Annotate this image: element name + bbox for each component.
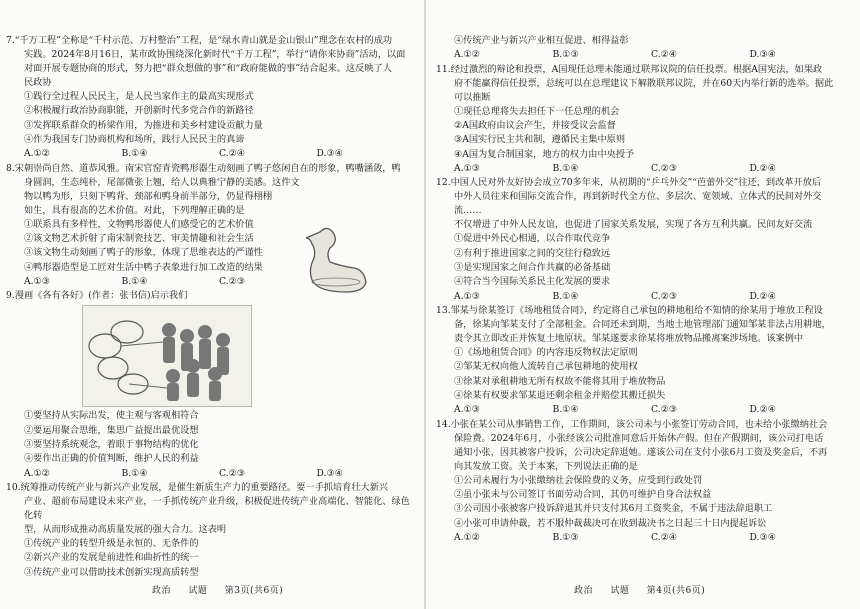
choice-c: C.②④ [651,49,678,61]
option: ③徐某对承租耕地无所有权故不能将其用于堆放物品 [454,375,666,387]
choice-b: B.①④ [552,290,579,302]
question-7-options [6,90,414,147]
choice-a: A.①③ [454,290,481,302]
question-7-choices [6,147,414,162]
option: ②邹某无权向他人流转自己承包耕地的使用权 [454,361,638,373]
choice-c: C.②③ [651,162,678,174]
question-stem-line: 责令其立即改正并恢复土地原状。邹某遂要求徐某将堆放物品搬离案涉场地。该案例中 [454,333,804,345]
choice-a: A.①② [454,532,481,544]
question-stem-line: 7.“千万工程”全称是“千村示范、万村整治”工程，是“绿水青山就是金山银山”理念在农村的成功 [6,35,393,46]
footer-page-number: 第4页(共6页) [646,586,706,596]
choice-b: B.①④ [552,162,579,174]
question-stem-line: 向其发放工资。关于本案，下列说法正确的是 [454,460,638,472]
question-stem-line: 不仅增进了中外人民友谊，也促进了国家关系发展，实现了各方互利共赢。民间友好交流 [454,219,813,231]
question-stem-line: 14.小张在某公司从事销售工作，工作期间，该公司未与小张签订劳动合同，也未给小张缴纳社会 [436,418,828,430]
question-14-options [436,474,848,531]
question-stem-line: 中外人员往来和国际交流合作，再到新时代全方位、多层次、宽领域、立体式的民间对外交流…… [454,191,822,217]
footer-subject: 政治 [574,586,594,596]
cartoon-image [83,306,251,406]
question-stem-line: 保险费。2024年6月，小张经该公司批准同意后开始休产假。但在产假期间，该公司打电话 [454,432,824,444]
option: ③该文物生动刻画了鸭子的形象，体现了思维表达的严谨性 [24,247,263,259]
option: ①现任总理将失去担任下一任总理的机会 [454,105,620,117]
choice-a: A.①③ [454,162,481,174]
option: ②A国政府由议会产生，并接受议会监督 [454,120,616,132]
question-stem-line: 8.宋朝崇尚自然、道恭风雅。南宋官窑青瓷鸭形器生动刻画了鸭子悠闲自在的形象，鸭嘴涵敛，鸭 [6,162,401,174]
question-stem-line: 12.中国人民对外友好协会成立70多年来，从初期的“乒乓外交”“芭蕾外交”往还，到改革开放后 [436,177,822,189]
question-stem: 9.漫画《各有各好》(作者：张书信)启示我们 [6,290,188,302]
option: ④要作出正确的价值判断，维护人民的利益 [24,453,199,465]
choice-a: A.①② [24,148,51,160]
question-stem-line: 备，徐某向邹某支付了全部租金。合同还未到期，当地土地管理部门通知邹某非法占用耕地， [454,319,831,331]
question-stem-line: 产业、超前布局建设未来产业，一手抓传统产业升级，积极促进传统产业高端化、智能化、绿色化转 [24,496,410,522]
option: ③是实现国家之间合作共赢的必备基础 [454,262,611,274]
page-divider [424,0,426,609]
question-11 [436,63,848,105]
option: ②该文物艺术折射了南宋制瓷技艺、审美情趣和社会生活 [24,232,254,244]
choice-a: A.①② [454,49,481,61]
choice-d: D.②④ [749,290,776,302]
page-footer [152,583,297,596]
question-stem-line: 府不能赢得信任投票，总统可以在总理建议下解散联邦议院，并在60天内举行新的选举。据此 [454,77,834,89]
question-10-options [6,537,414,580]
option: ③传统产业可以借助技术创新实现高质转型 [24,566,199,578]
question-11-choices [436,162,848,177]
option: ④小张可申请仲裁，若不服仲裁裁决可在收到裁决书之日起三十日内提起诉讼 [454,517,767,529]
question-12 [436,176,848,232]
option: ②要运用聚合思维，集思广益提出最优设想 [24,424,199,436]
question-stem-line: 如生，具有很高的艺术价值。对此，下列理解正确的是 [24,204,245,216]
question-10-choices [436,48,848,63]
option: ②积极履行政治协商职能，开创新时代多党合作的新路径 [24,105,254,117]
choice-c: C.②④ [219,148,246,160]
question-7 [6,34,414,90]
choice-d: D.②④ [749,162,776,174]
option: ④A国为复合制国家，地方的权力由中央授予 [454,148,635,160]
choice-d: D.③④ [316,148,343,160]
footer-label: 试题 [610,586,630,596]
question-12-options [436,232,848,289]
choice-c: C.②③ [219,275,246,287]
question-13 [436,304,848,346]
choice-b: B.①④ [121,148,148,160]
choice-d: D.③④ [749,532,776,544]
option: ③A国实行民主共和制，遵循民主集中原则 [454,134,626,146]
question-stem-line: 13.邹某与徐某签订《场地租赁合同》，约定将自己承包的耕地租给不知情的徐某用于堆放工程设 [436,305,823,317]
question-9-options [6,409,414,466]
duck-vessel-image [290,220,390,296]
option: ③发挥联系群众的桥梁作用，为推进和美乡村建设贡献力量 [24,119,263,131]
footer-page-number: 第3页(共6页) [224,586,284,596]
option: ②虽小张未与公司签订书面劳动合同，其仍可维护自身合法权益 [454,489,712,501]
footer-label: 试题 [188,586,208,596]
option: ④作为我国专门协商机构和场所，践行人民民主的真谛 [24,133,245,145]
option: ②有利于推进国家之间的交往行稳致远 [454,247,611,259]
question-10-options-cont [436,34,848,48]
question-13-choices [436,403,848,418]
question-11-options [436,105,848,162]
question-stem-line: 对面开展专题协商的形式，努力把“群众想做的事”和“政府能做的事”结合起来。这反映了人 [24,63,392,74]
option: ④传统产业与新兴产业相互促进、相得益彰 [454,35,629,46]
option: ①促进中外民心相通，以合作取代竞争 [454,233,611,245]
cartoon-illustration [82,305,252,407]
option: ①传统产业的转型升级是永恒的、无条件的 [24,538,199,550]
question-14 [436,418,848,474]
choice-b: B.①④ [121,467,148,479]
option: ①践行全过程人民民主，是人民当家作主的最高实现形式 [24,91,254,102]
page-3-column [6,34,414,580]
choice-c: C.②③ [651,404,678,416]
question-14-choices [436,531,848,546]
choice-b: B.①③ [552,532,579,544]
question-stem-line: 型，从而形成推动高质量发展的强大合力。这表明 [24,524,227,536]
option: ③要坚持系统观念，着眼于事物结构的优化 [24,438,199,450]
choice-d: D.③④ [749,49,776,61]
question-stem-line: 10.统筹推动传统产业与新兴产业发展，是催生新质生产力的重要路径。要一手抓培育壮大新兴 [6,482,389,494]
choice-c: C.②③ [219,467,246,479]
question-stem-line: 11.经过激烈的辩论和投票，A国现任总理未能通过联邦议院的信任投票。根据A国宪法，如果政 [436,63,823,75]
option: ①公司未履行为小张缴纳社会保险费的义务，应受到行政处罚 [454,474,703,486]
option: ③公司因小张被客户投诉辞退其并只支付其6月工资奖金，不属于违法辞退职工 [454,503,773,515]
option: ①《场地租赁合同》的内容违反物权法定原则 [454,347,638,359]
choice-d: D.③④ [316,467,343,479]
option: ④徐某有权要求邹某退还剩余租金并赔偿其搬迁损失 [454,390,666,402]
choice-d: D.②④ [749,404,776,416]
question-stem-line: 身圆润，生态纯朴，尾部微张上翘，给人以典雅宁静的美感。这件文物以鸭为形，只刻下鸭背、颈部和鸭身前半部分，仍显得栩栩 [24,176,300,202]
choice-a: A.①③ [454,404,481,416]
page-footer [574,583,719,596]
page-4 [428,0,850,609]
question-12-choices [436,290,848,305]
question-stem-line: 通知小张，因其被客户投诉，公司决定辞退她。遂该公司在支付小张6月工资及奖金后，不再 [454,446,828,458]
footer-subject: 政治 [152,586,172,596]
question-stem-line: 可以推断 [454,91,491,103]
choice-b: B.①③ [552,49,579,61]
question-stem-line: 民政协 [24,77,52,88]
page-4-column [436,34,848,546]
option: ②新兴产业的发展是前进性和曲折性的统一 [24,552,199,564]
choice-b: B.①④ [121,275,148,287]
question-stem-line: 实践。2024年8月16日，某市政协围绕深化新时代“千万工程”，举行“请你来协商”活动，以面 [24,49,406,60]
choice-c: C.②③ [651,290,678,302]
choice-a: A.①③ [24,275,51,287]
option: ④符合当今国际关系民主化发展的要求 [454,276,611,288]
question-10 [6,481,414,537]
option: ①要坚持从实际出发，使主观与客观相符合 [24,410,199,422]
page-3 [0,0,422,609]
question-9-choices [6,467,414,482]
question-8 [6,162,414,218]
option: ④鸭形器造型是工匠对生活中鸭子表象进行加工改造的结果 [24,261,263,273]
choice-c: C.②④ [651,532,678,544]
choice-a: A.①② [24,467,51,479]
option: ①联系具有多样性，文物鸭形器使人们感受它的艺术价值 [24,218,254,230]
question-13-options [436,346,848,403]
choice-b: B.①④ [552,404,579,416]
